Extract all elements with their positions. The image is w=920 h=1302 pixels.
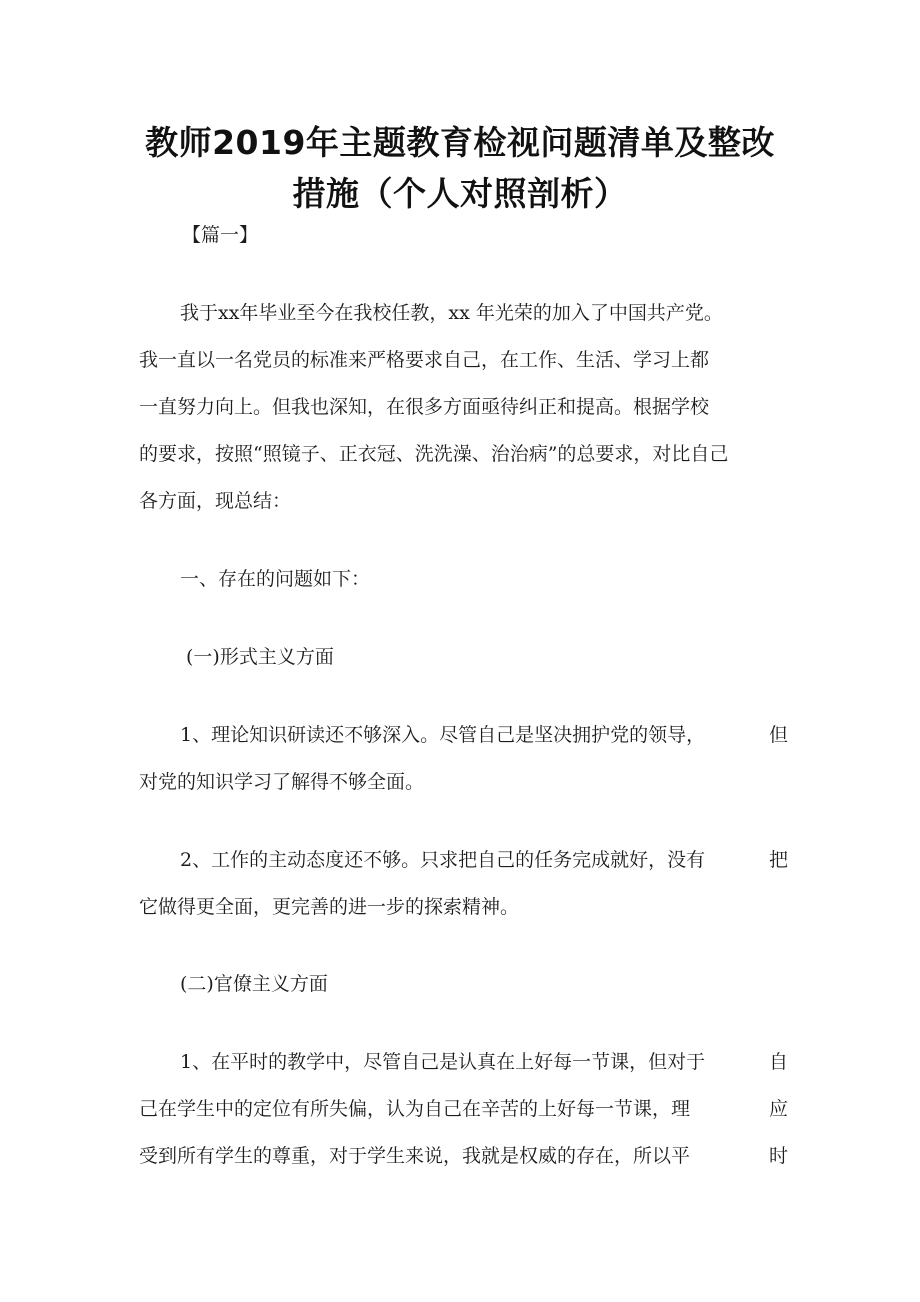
document-title-line1: 教师2019年主题教育检视问题清单及整改	[145, 123, 775, 162]
item-3-line-3-main: 受到所有学生的尊重，对于学生来说，我就是权威的存在，所以平	[139, 1145, 691, 1167]
item-3-line-3-tail: 时	[768, 1145, 788, 1167]
intro-line-2: 我一直以一名党员的标准来严格要求自己，在工作、生活、学习上都	[139, 349, 710, 371]
intro-line-1: 我于xx年毕业至今在我校任教，xx 年光荣的加入了中国共产党。	[180, 302, 723, 324]
item-3-line-1-tail: 自	[768, 1051, 788, 1073]
intro-line-4: 的要求，按照“照镜子、正衣冠、洗洗澡、治治病”的总要求，对比自己	[139, 443, 729, 465]
item-2-line-1-tail: 把	[768, 849, 788, 871]
heading-problems: 一、存在的问题如下：	[180, 568, 371, 590]
item-2-line-2: 它做得更全面，更完善的进一步的探索精神。	[139, 896, 520, 918]
section-tag: 【篇一】	[182, 224, 259, 246]
item-3-line-1	[180, 1047, 788, 1074]
item-1-line-1-tail: 但	[768, 724, 788, 746]
item-3-line-2-main: 己在学生中的定位有所失偏，认为自己在辛苦的上好每一节课，理	[139, 1098, 691, 1120]
document-title-line2: 措施（个人对照剖析）	[292, 174, 628, 213]
intro-line-3: 一直努力向上。但我也深知，在很多方面亟待纠正和提高。根据学校	[139, 396, 710, 418]
subheading-bureaucratism: (二)官僚主义方面	[180, 973, 328, 995]
item-3-line-3	[139, 1141, 788, 1168]
item-1-line-1-main: 1、理论知识研读还不够深入。尽管自己是坚决拥护党的领导，	[180, 724, 706, 746]
item-3-line-2-tail: 应	[768, 1098, 788, 1120]
item-1-line-2: 对党的知识学习了解得不够全面。	[139, 771, 425, 793]
item-3-line-2	[139, 1094, 788, 1121]
item-1-line-1	[180, 720, 788, 747]
item-2-line-1	[180, 845, 788, 872]
intro-line-5: 各方面，现总结：	[139, 490, 292, 512]
item-2-line-1-main: 2、工作的主动态度还不够。只求把自己的任务完成就好，没有	[180, 849, 706, 871]
subheading-formalism: (一)形式主义方面	[186, 646, 334, 668]
item-3-line-1-main: 1、在平时的教学中，尽管自己是认真在上好每一节课，但对于	[180, 1051, 706, 1073]
